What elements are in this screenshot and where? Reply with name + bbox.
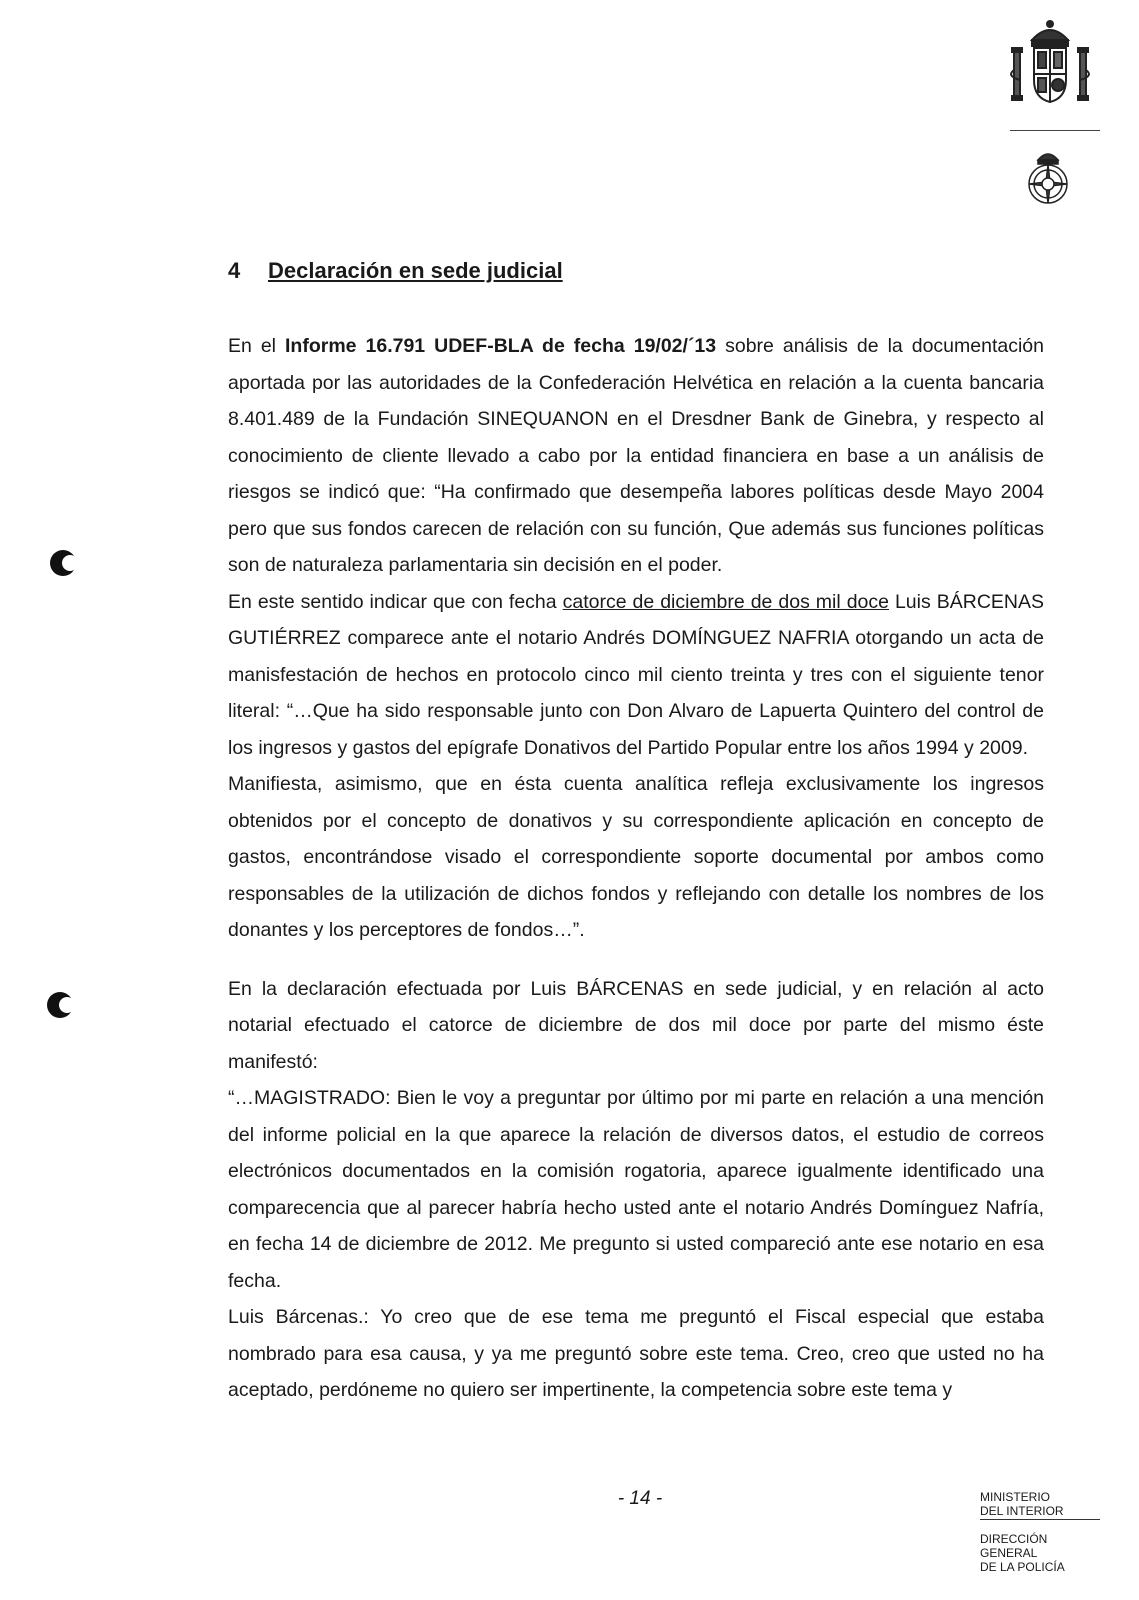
section-heading <box>228 258 563 284</box>
document-body <box>228 328 1044 1409</box>
paragraph: En la declaración efectuada por Luis BÁRCENAS en sede judicial, y en relación al acto notarial efectuado el catorce de diciembre de dos mil doce por parte del mismo éste manifestó: <box>228 977 1044 1073</box>
section-number: 4 <box>228 258 241 283</box>
paragraph-text: En este sentido indicar que con fecha <box>228 590 563 613</box>
section-title: Declaración en sede judicial <box>268 258 563 283</box>
paragraph-text: sobre análisis de la documentación aportada por las autoridades de la Confederación Helvética en relación a la cuenta bancaria 8.401.489 de la Fundación SINEQUANON en el Dresdner Bank de Ginebra, y respecto al conocimiento de cliente llevado a cabo por la entidad financiera en base a un análisis de riesgos se indicó que: “Ha confirmado que desempeña labores políticas desde Mayo 2004 pero que sus fondos carecen de relación con su función, Que además sus funciones políticas son de naturaleza parlamentaria sin decisión en el poder. <box>228 335 1044 576</box>
header-rule <box>1010 130 1100 131</box>
paragraph <box>228 584 1044 767</box>
punch-hole <box>45 990 75 1020</box>
ministry-line: MINISTERIO <box>980 1490 1051 1504</box>
paragraph-text: Luis BÁRCENAS GUTIÉRREZ comparece ante el notario Andrés DOMÍNGUEZ NAFRIA otorgando un acta de manisfestación de hechos en protocolo cinco mil ciento treinta y tres con el siguiente tenor literal: “…Que ha sido responsable junto con Don Alvaro de Lapuerta Quintero del control de los ingresos y gastos del epígrafe Donativos del Partido Popular entre los años 1994 y 2009. <box>228 590 1044 759</box>
policia-emblem-icon <box>1024 148 1072 206</box>
ministry-footer <box>980 1490 1100 1574</box>
report-reference: Informe 16.791 UDEF-BLA de fecha 19/02/´13 <box>285 335 717 357</box>
underlined-date: catorce de diciembre de dos mil doce <box>562 590 889 613</box>
paragraph: “…MAGISTRADO: Bien le voy a preguntar por último por mi parte en relación a una mención del informe policial en la que aparece la relación de diversos datos, el estudio de correos electrónicos documentados en la comisión rogatoria, aparece igualmente identificado una comparecencia que al parecer habría hecho usted ante el notario Andrés Domínguez Nafría, en fecha 14 de diciembre de 2012. Me pregunto si usted compareció ante ese notario en esa fecha. <box>228 1087 1044 1292</box>
paragraph-text: En el <box>228 335 286 357</box>
paragraph: Luis Bárcenas.: Yo creo que de ese tema me preguntó el Fiscal especial que estaba nombrado para esa causa, y ya me preguntó sobre este tema. Creo, creo que usted no ha aceptado, perdóneme no quiero ser impertinente, la competencia sobre este tema y <box>228 1306 1044 1401</box>
paragraph: Manifiesta, asimismo, que en ésta cuenta analítica refleja exclusivamente los ingresos obtenidos por el concepto de donativos y su correspondiente aplicación en concepto de gastos, encontrándose visado el correspondiente soporte documental por ambos como responsables de la utilización de dichos fondos y reflejando con detalle los nombres de los donantes y los perceptores de fondos…”. <box>228 773 1044 941</box>
direction-line: DE LA POLICÍA <box>980 1560 1065 1574</box>
page-number: - 14 - <box>617 1488 663 1509</box>
paragraph <box>228 328 1044 584</box>
direction-line: DIRECCIÓN GENERAL <box>980 1532 1048 1560</box>
spain-coat-of-arms-icon <box>1010 18 1090 108</box>
paragraph-gap <box>228 949 1044 971</box>
ministry-line: DEL INTERIOR <box>980 1504 1100 1520</box>
punch-hole <box>48 548 78 578</box>
